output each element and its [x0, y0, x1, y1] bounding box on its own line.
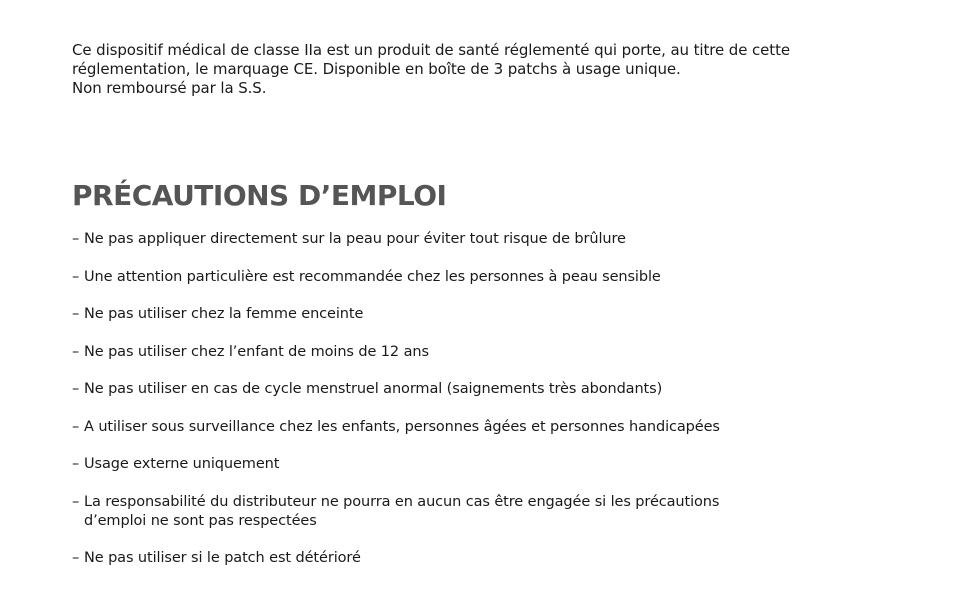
list-item-text — [84, 305, 912, 324]
list-dash: – — [72, 493, 80, 510]
list-dash: – — [72, 550, 80, 566]
list-item-line: Ne pas utiliser chez l’enfant de moins de 12 ans — [84, 343, 429, 360]
list-item — [72, 230, 912, 249]
intro-line: Ce dispositif médical de classe IIa est un produit de santé réglementé qui porte, au titre de cette — [72, 41, 790, 59]
intro-line: réglementation, le marquage CE. Disponible en boîte de 3 patchs à usage unique. — [72, 60, 681, 78]
list-item — [72, 343, 912, 362]
list-item-text — [84, 418, 912, 437]
list-item-line: Ne pas utiliser si le patch est détérioré — [84, 550, 361, 566]
list-item-line: Ne pas utiliser chez la femme enceinte — [84, 306, 364, 322]
list-item — [72, 305, 912, 324]
list-dash: – — [72, 456, 80, 472]
list-item-text — [84, 230, 912, 249]
list-item-line: Usage externe uniquement — [84, 456, 280, 472]
list-dash: – — [72, 268, 80, 285]
list-item — [72, 493, 912, 531]
list-item-text — [84, 268, 912, 287]
list-item-line: A utiliser sous surveillance chez les enfants, personnes âgées et personnes handicapées — [84, 418, 720, 435]
list-item-text — [84, 343, 912, 362]
intro-paragraph — [72, 41, 912, 98]
section-title: PRÉCAUTIONS D’EMPLOI — [72, 179, 447, 212]
list-item-line: Ne pas utiliser en cas de cycle menstruel anormal (saignements très abondants) — [84, 381, 663, 397]
list-item-text — [84, 455, 912, 474]
list-item — [72, 549, 912, 568]
list-dash: – — [72, 381, 80, 397]
list-dash: – — [72, 231, 80, 247]
list-dash: – — [72, 306, 80, 322]
precautions-list — [72, 230, 912, 587]
list-item — [72, 268, 912, 287]
list-item-line: Ne pas appliquer directement sur la peau pour éviter tout risque de brûlure — [84, 231, 626, 247]
list-item — [72, 380, 912, 399]
list-item-text — [84, 493, 912, 531]
list-item-line: d’emploi ne sont pas respectées — [84, 512, 317, 529]
list-item-line: Une attention particulière est recommandée chez les personnes à peau sensible — [84, 268, 661, 285]
list-item-line: La responsabilité du distributeur ne pourra en aucun cas être engagée si les précautions — [84, 493, 720, 510]
list-dash: – — [72, 418, 80, 435]
list-item — [72, 418, 912, 437]
list-item-text — [84, 549, 912, 568]
list-item-text — [84, 380, 912, 399]
list-item — [72, 455, 912, 474]
list-dash: – — [72, 343, 80, 360]
intro-line: Non remboursé par la S.S. — [72, 79, 267, 97]
